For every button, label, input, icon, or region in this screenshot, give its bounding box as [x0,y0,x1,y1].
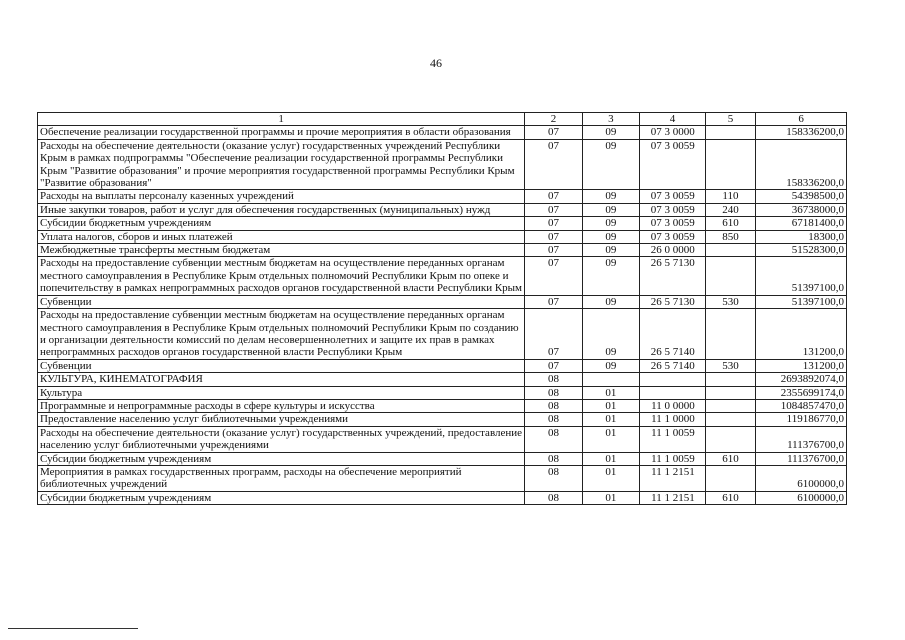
header-col-3: 3 [582,113,639,126]
table-row [38,426,847,452]
row-subsection-cell: 09 [582,309,639,360]
row-target-article-cell [640,386,706,399]
table-row [38,217,847,230]
row-subsection-cell: 09 [582,359,639,372]
row-section-cell: 08 [525,413,582,426]
row-section-cell: 07 [525,359,582,372]
table-row [38,244,847,257]
row-amount-cell: 1084857470,0 [756,399,847,412]
header-col-4: 4 [640,113,706,126]
row-expense-type-cell: 530 [705,295,755,308]
budget-table [37,112,847,505]
row-name-cell: Расходы на обеспечение деятельности (оказание услуг) государственных учреждений Республики Крым в рамках подпрограммы "Обеспечение реализации государственной программы Республики Крым "Развитие образования" и прочие мероприятия государственной программы Республики Крым "Развитие образования" [38,139,525,190]
row-name-cell: Иные закупки товаров, работ и услуг для обеспечения государственных (муниципальных) нужд [38,203,525,216]
row-name-cell: Субсидии бюджетным учреждениям [38,217,525,230]
row-expense-type-cell [705,465,755,491]
row-amount-cell: 131200,0 [756,309,847,360]
row-expense-type-cell [705,244,755,257]
row-section-cell: 08 [525,386,582,399]
row-expense-type-cell [705,257,755,295]
row-target-article-cell: 07 3 0059 [640,139,706,190]
row-name-cell: Программные и непрограммные расходы в сфере культуры и искусства [38,399,525,412]
row-target-article-cell: 11 1 0000 [640,413,706,426]
row-subsection-cell: 09 [582,203,639,216]
row-subsection-cell: 09 [582,295,639,308]
row-subsection-cell: 01 [582,465,639,491]
row-section-cell: 07 [525,309,582,360]
table-row [38,413,847,426]
row-expense-type-cell: 530 [705,359,755,372]
row-section-cell: 08 [525,491,582,504]
row-section-cell: 07 [525,217,582,230]
row-amount-cell: 51397100,0 [756,257,847,295]
row-name-cell: Обеспечение реализации государственной программы и прочие мероприятия в области образования [38,126,525,139]
row-expense-type-cell [705,399,755,412]
table-header-row [38,113,847,126]
row-section-cell: 08 [525,373,582,386]
row-subsection-cell: 01 [582,399,639,412]
row-subsection-cell: 09 [582,230,639,243]
row-name-cell: Субсидии бюджетным учреждениям [38,452,525,465]
row-expense-type-cell: 110 [705,190,755,203]
row-section-cell: 08 [525,452,582,465]
table-row [38,295,847,308]
row-expense-type-cell [705,386,755,399]
row-amount-cell: 131200,0 [756,359,847,372]
row-name-cell: Уплата налогов, сборов и иных платежей [38,230,525,243]
row-section-cell: 07 [525,126,582,139]
row-subsection-cell: 09 [582,190,639,203]
row-section-cell: 08 [525,426,582,452]
row-expense-type-cell: 850 [705,230,755,243]
row-expense-type-cell: 610 [705,452,755,465]
row-expense-type-cell: 610 [705,491,755,504]
row-amount-cell: 6100000,0 [756,465,847,491]
row-target-article-cell: 11 1 0059 [640,452,706,465]
row-amount-cell: 36738000,0 [756,203,847,216]
row-expense-type-cell [705,413,755,426]
row-amount-cell: 158336200,0 [756,126,847,139]
header-col-5: 5 [705,113,755,126]
row-target-article-cell: 11 1 2151 [640,491,706,504]
table-row [38,491,847,504]
row-name-cell: Предоставление населению услуг библиотечными учреждениями [38,413,525,426]
row-expense-type-cell [705,139,755,190]
row-target-article-cell: 11 1 0059 [640,426,706,452]
row-target-article-cell: 07 3 0059 [640,230,706,243]
row-expense-type-cell [705,426,755,452]
row-amount-cell: 111376700,0 [756,452,847,465]
row-amount-cell: 51528300,0 [756,244,847,257]
row-subsection-cell: 09 [582,257,639,295]
row-section-cell: 07 [525,244,582,257]
row-subsection-cell: 01 [582,386,639,399]
row-section-cell: 07 [525,203,582,216]
row-target-article-cell: 11 1 2151 [640,465,706,491]
row-expense-type-cell [705,309,755,360]
page-number: 46 [430,56,442,70]
row-section-cell: 07 [525,190,582,203]
row-amount-cell: 54398500,0 [756,190,847,203]
row-target-article-cell: 07 3 0059 [640,203,706,216]
row-target-article-cell: 26 0 0000 [640,244,706,257]
table-row [38,139,847,190]
row-name-cell: Расходы на обеспечение деятельности (оказание услуг) государственных учреждений, предоставление населению услуг библиотечными учреждениями [38,426,525,452]
row-target-article-cell: 11 0 0000 [640,399,706,412]
row-amount-cell: 119186770,0 [756,413,847,426]
row-expense-type-cell [705,373,755,386]
table-row [38,126,847,139]
row-target-article-cell [640,373,706,386]
row-name-cell: Субвенции [38,295,525,308]
table-row [38,373,847,386]
row-target-article-cell: 07 3 0059 [640,190,706,203]
row-subsection-cell: 01 [582,491,639,504]
row-section-cell: 07 [525,230,582,243]
table-row [38,257,847,295]
row-amount-cell: 2693892074,0 [756,373,847,386]
row-subsection-cell: 09 [582,244,639,257]
table-row [38,230,847,243]
table-row [38,359,847,372]
row-name-cell: Расходы на предоставление субвенции местным бюджетам на осуществление переданных органам местного самоуправления в Республике Крым отдельных полномочий Республики Крым по созданию и организации деятельности комиссий по делам несовершеннолетних и защите их прав в рамках непрограммных расходов органов государственной власти Республики Крым [38,309,525,360]
row-name-cell: Культура [38,386,525,399]
row-name-cell: Межбюджетные трансферты местным бюджетам [38,244,525,257]
row-section-cell: 08 [525,399,582,412]
table-row [38,465,847,491]
row-section-cell: 08 [525,465,582,491]
table-row [38,386,847,399]
row-amount-cell: 18300,0 [756,230,847,243]
table-row [38,399,847,412]
row-amount-cell: 158336200,0 [756,139,847,190]
table-row [38,452,847,465]
row-section-cell: 07 [525,295,582,308]
row-section-cell: 07 [525,139,582,190]
table-row [38,309,847,360]
row-target-article-cell: 26 5 7140 [640,359,706,372]
row-target-article-cell: 07 3 0059 [640,217,706,230]
row-target-article-cell: 26 5 7130 [640,295,706,308]
row-amount-cell: 67181400,0 [756,217,847,230]
header-col-6: 6 [756,113,847,126]
footer-divider [8,628,138,629]
row-subsection-cell [582,373,639,386]
row-amount-cell: 51397100,0 [756,295,847,308]
row-name-cell: Расходы на предоставление субвенции местным бюджетам на осуществление переданных органам местного самоуправления в Республике Крым отдельных полномочий Республики Крым по опеке и попечительству в рамках непрограммных расходов органов государственной власти Республики Крым [38,257,525,295]
row-amount-cell: 111376700,0 [756,426,847,452]
row-amount-cell: 6100000,0 [756,491,847,504]
budget-table-wrapper [37,112,847,505]
row-target-article-cell: 07 3 0000 [640,126,706,139]
row-expense-type-cell [705,126,755,139]
header-col-1: 1 [38,113,525,126]
row-expense-type-cell: 610 [705,217,755,230]
row-section-cell: 07 [525,257,582,295]
row-subsection-cell: 01 [582,413,639,426]
row-amount-cell: 2355699174,0 [756,386,847,399]
row-target-article-cell: 26 5 7140 [640,309,706,360]
table-row [38,203,847,216]
header-col-2: 2 [525,113,582,126]
row-name-cell: Субвенции [38,359,525,372]
row-expense-type-cell: 240 [705,203,755,216]
row-subsection-cell: 01 [582,452,639,465]
row-subsection-cell: 09 [582,217,639,230]
row-name-cell: Расходы на выплаты персоналу казенных учреждений [38,190,525,203]
row-target-article-cell: 26 5 7130 [640,257,706,295]
row-subsection-cell: 09 [582,139,639,190]
row-name-cell: Субсидии бюджетным учреждениям [38,491,525,504]
row-subsection-cell: 01 [582,426,639,452]
row-name-cell: КУЛЬТУРА, КИНЕМАТОГРАФИЯ [38,373,525,386]
row-name-cell: Мероприятия в рамках государственных программ, расходы на обеспечение мероприятий библиотечных учреждений [38,465,525,491]
table-row [38,190,847,203]
row-subsection-cell: 09 [582,126,639,139]
